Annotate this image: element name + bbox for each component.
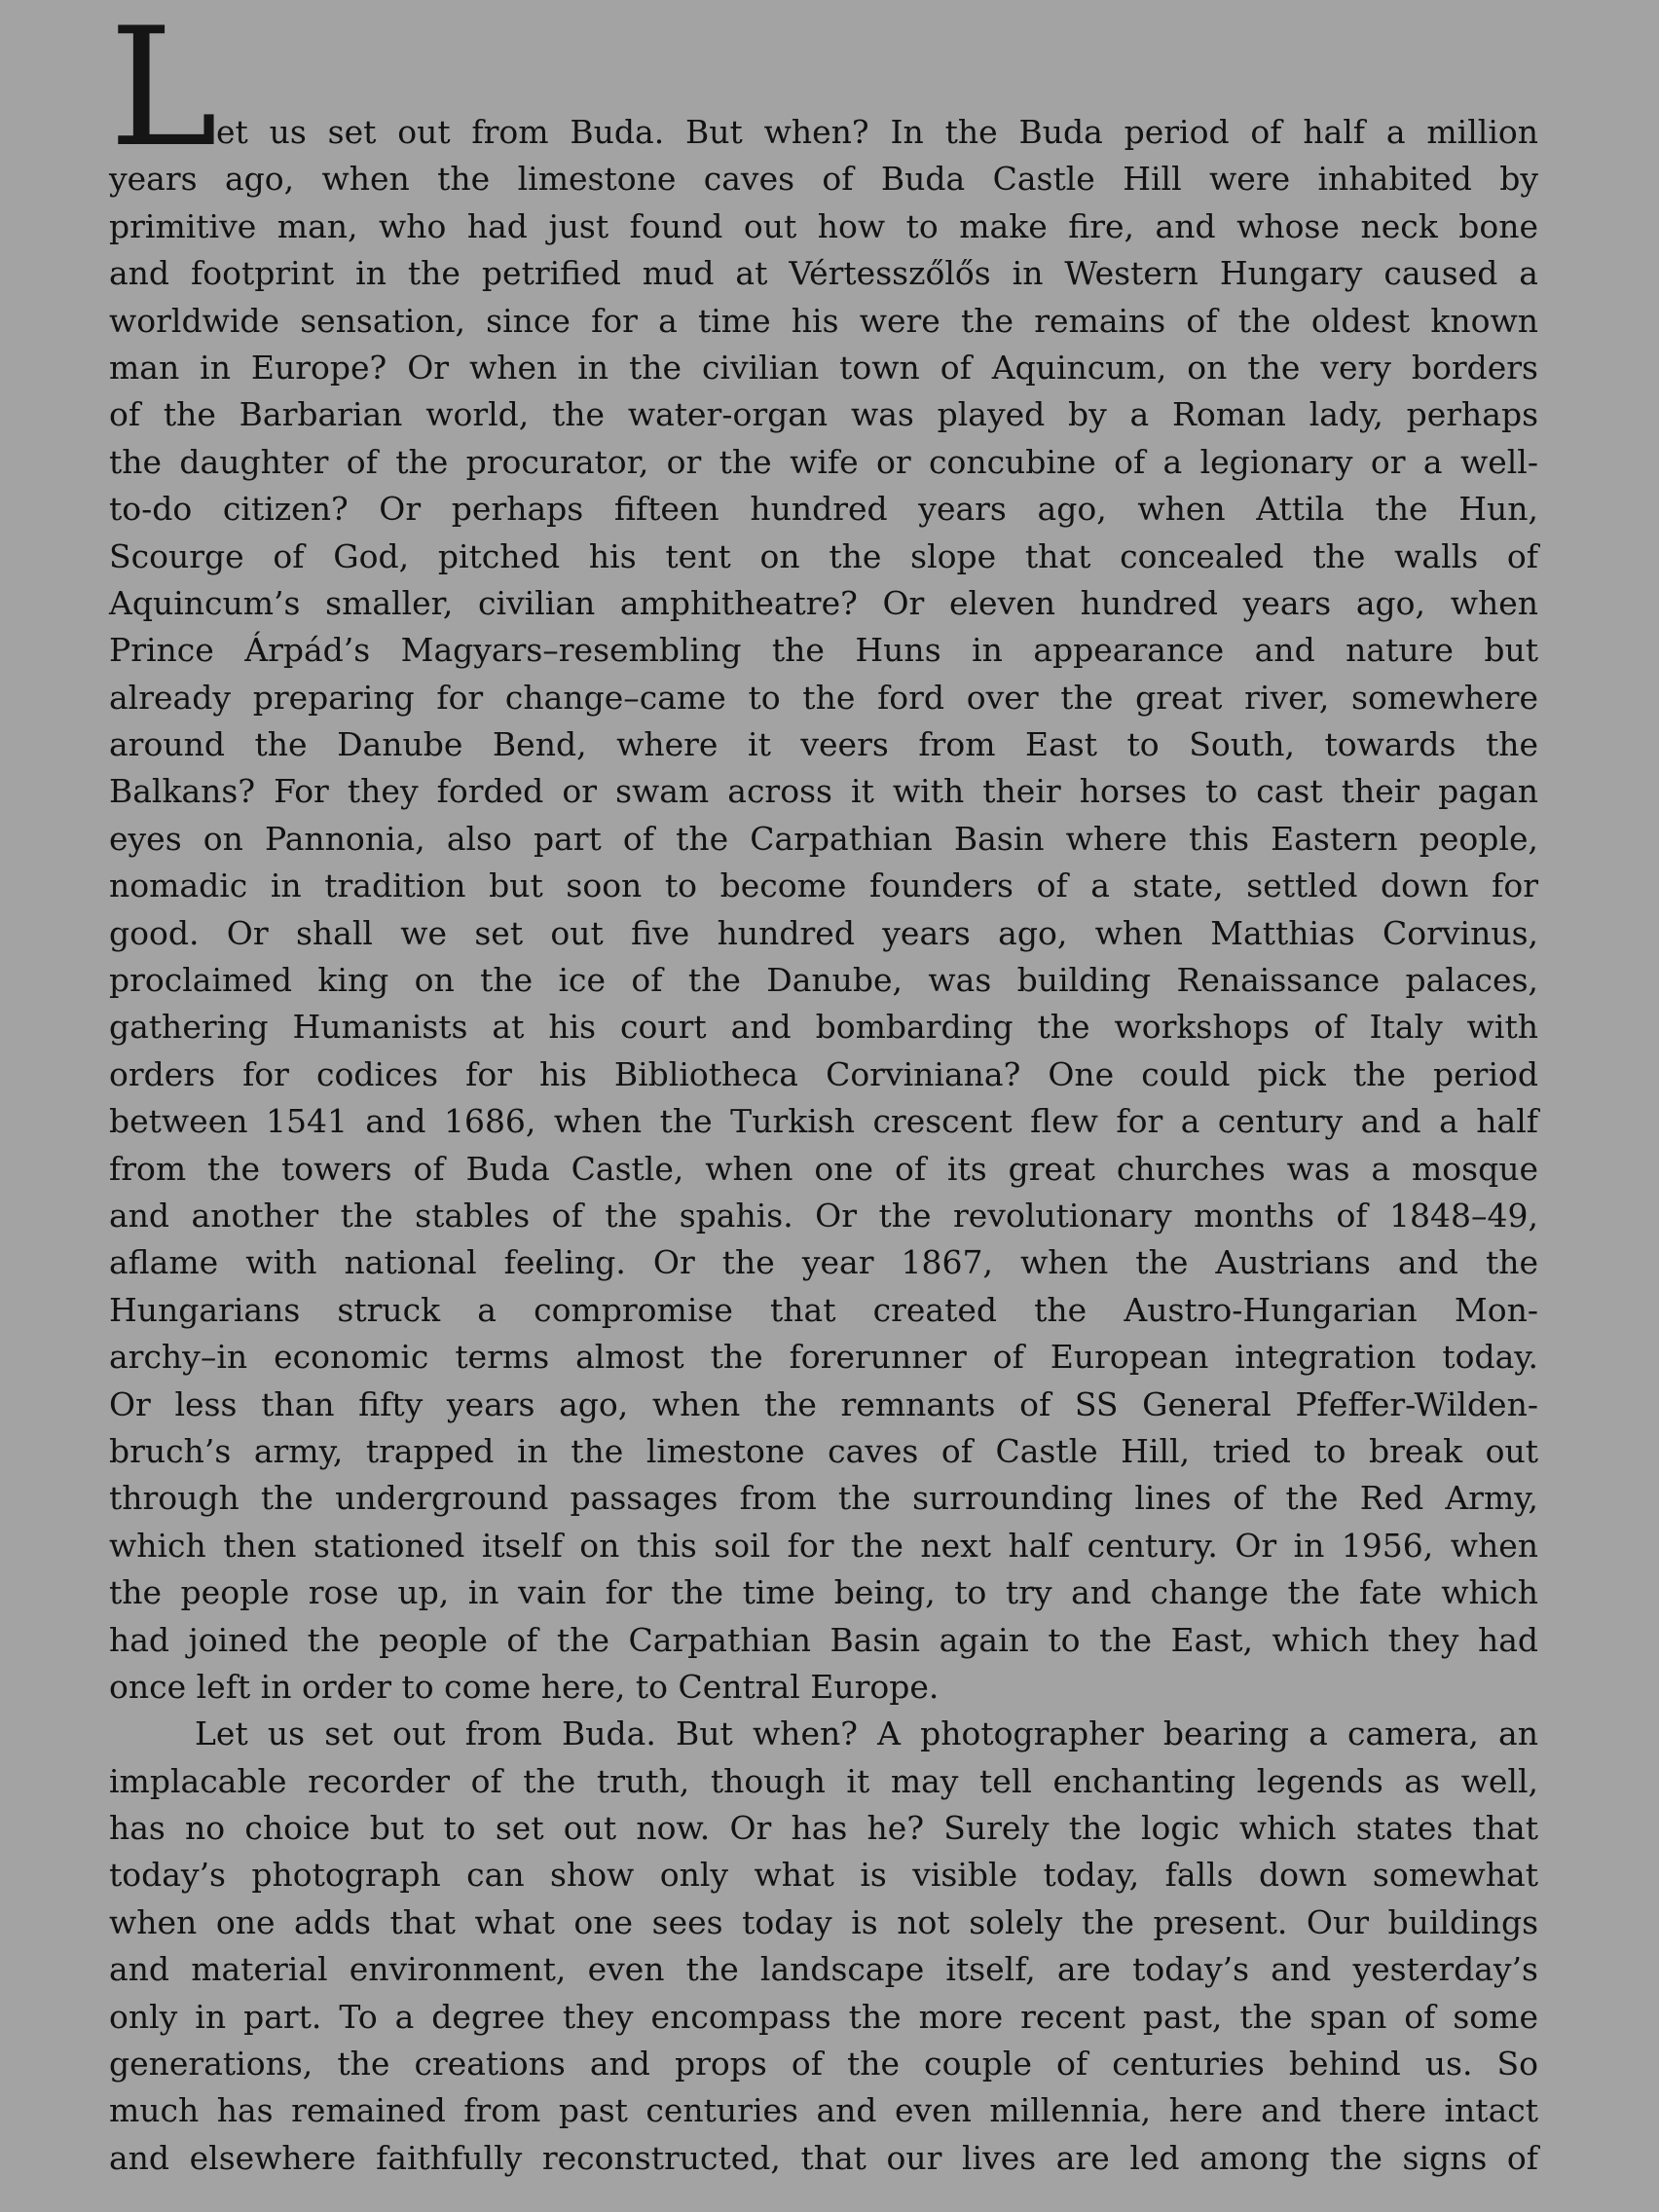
text-line: worldwide sensation, since for a time his were the remains of the oldest known (109, 301, 1538, 340)
text-line: implacable recorder of the truth, though it may tell enchanting legends as well, (109, 1761, 1538, 1800)
text-line: today’s photograph can show only what is visible today, falls down somewhat (109, 1856, 1538, 1895)
text-line: gathering Humanists at his court and bombarding the workshops of Italy with (109, 1008, 1538, 1047)
text-line: aflame with national feeling. Or the year 1867, when the Austrians and the (109, 1243, 1538, 1282)
text-line: had joined the people of the Carpathian Basin again to the East, which they had (109, 1620, 1538, 1659)
text-line: primitive man, who had just found out how to make fire, and whose neck bone (109, 206, 1538, 245)
text-line: which then stationed itself on this soil for the next half century. Or in 1956, when (109, 1526, 1538, 1565)
text-line: years ago, when the limestone caves of Buda Castle Hill were inhabited by (109, 160, 1538, 199)
drop-cap-letter: L (109, 0, 218, 183)
text-line: bruch’s army, trapped in the limestone caves of Castle Hill, tried to break out (109, 1431, 1538, 1470)
text-line: much has remained from past centuries and even millennia, here and there intact (109, 2091, 1538, 2130)
text-line: man in Europe? Or when in the civilian town of Aquincum, on the very borders (109, 348, 1538, 387)
text-line: nomadic in tradition but soon to become founders of a state, settled down for (109, 866, 1538, 905)
text-line: and footprint in the petrified mud at Vértesszőlős in Western Hungary caused a (109, 254, 1538, 293)
text-line: and another the stables of the spahis. Or the revolutionary months of 1848–49, (109, 1196, 1538, 1235)
text-line: through the underground passages from the surrounding lines of the Red Army, (109, 1479, 1538, 1518)
paragraph-2 (109, 1711, 1538, 2182)
text-line: Let us set out from Buda. But when? A photographer bearing a camera, an (195, 1714, 1538, 1753)
text-line: orders for codices for his Bibliotheca Corviniana? One could pick the period (109, 1054, 1538, 1093)
text-line: from the towers of Buda Castle, when one of its great churches was a mosque (109, 1149, 1538, 1188)
text-line: Hungarians struck a compromise that created the Austro-Hungarian Mon- (109, 1290, 1538, 1329)
text-line: eyes on Pannonia, also part of the Carpathian Basin where this Eastern people, (109, 819, 1538, 858)
text-line: Aquincum’s smaller, civilian amphitheatre? Or eleven hundred years ago, when (109, 583, 1538, 622)
text-line: Or less than fifty years ago, when the remnants of SS General Pfeffer-Wilden- (109, 1384, 1538, 1423)
text-line: to-do citizen? Or perhaps fifteen hundred years ago, when Attila the Hun, (109, 490, 1538, 529)
text-line: and material environment, even the landscape itself, are today’s and yesterday’s (109, 1950, 1538, 1989)
text-line: around the Danube Bend, where it veers from East to South, towards the (109, 725, 1538, 764)
text-line: good. Or shall we set out five hundred years ago, when Matthias Corvinus, (109, 913, 1538, 952)
text-line: Prince Árpád’s Magyars–resembling the Huns in appearance and nature but (109, 631, 1538, 670)
text-line: only in part. To a degree they encompass the more recent past, the span of some (109, 1997, 1538, 2036)
text-line: the people rose up, in vain for the time being, to try and change the fate which (109, 1573, 1538, 1612)
text-line: of the Barbarian world, the water-organ was played by a Roman lady, perhaps (109, 395, 1538, 434)
text-line: has no choice but to set out now. Or has he? Surely the logic which states that (109, 1809, 1538, 1848)
text-line: archy–in economic terms almost the forerunner of European integration today. (109, 1338, 1538, 1377)
text-line: when one adds that what one sees today is not solely the present. Our buildings (109, 1902, 1538, 1941)
text-line: once left in order to come here, to Central Europe. (109, 1667, 940, 1706)
text-line: Scourge of God, pitched his tent on the slope that concealed the walls of (109, 536, 1538, 575)
text-line: already preparing for change–came to the ford over the great river, somewhere (109, 678, 1538, 717)
text-line: proclaimed king on the ice of the Danube, was building Renaissance palaces, (109, 961, 1538, 1000)
text-line: generations, the creations and props of the couple of centuries behind us. So (109, 2045, 1538, 2083)
text-line: et us set out from Buda. But when? In the Buda period of half a million (216, 113, 1538, 151)
text-line: the daughter of the procurator, or the wife or concubine of a legionary or a well- (109, 442, 1538, 481)
text-line: and elsewhere faithfully reconstructed, that our lives are led among the signs of (109, 2138, 1538, 2177)
text-line: Balkans? For they forded or swam across it with their horses to cast their pagan (109, 772, 1538, 811)
paragraph-1 (109, 109, 1538, 1711)
text-line: between 1541 and 1686, when the Turkish crescent flew for a century and a half (109, 1102, 1538, 1141)
document-page (109, 0, 1538, 2200)
